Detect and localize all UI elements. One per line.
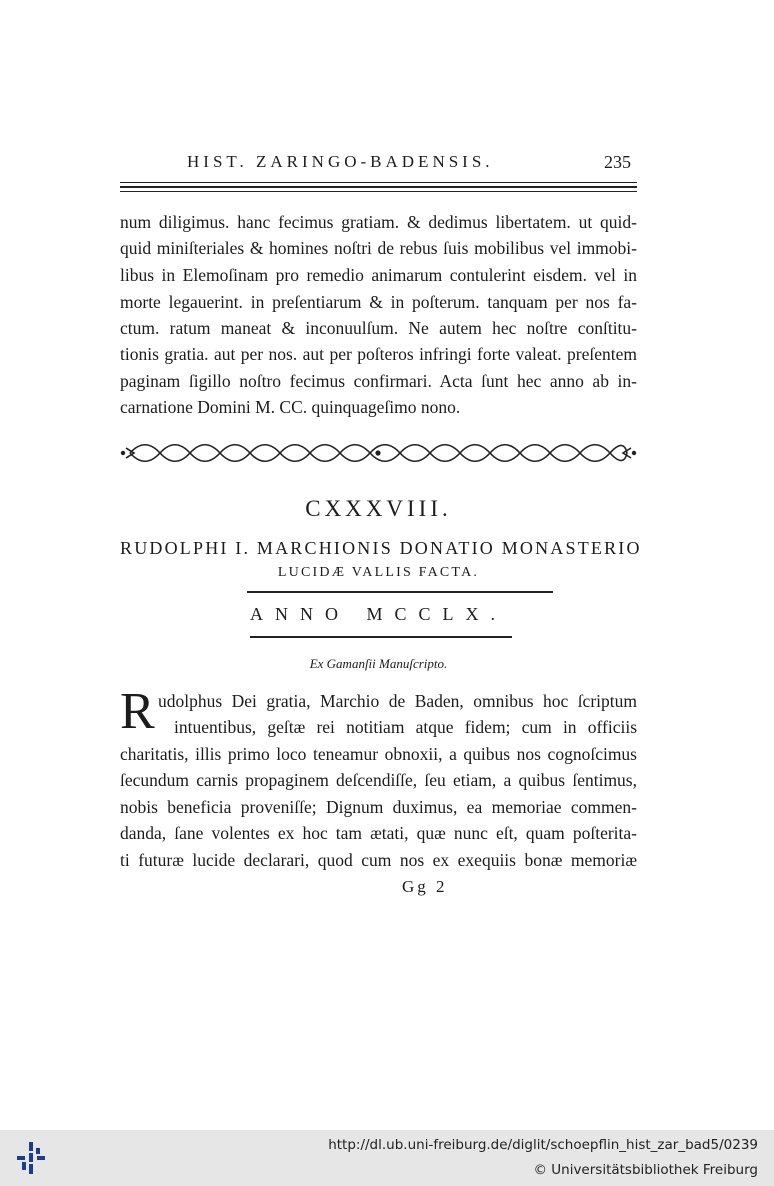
source-note: Ex Gamanſii Manuſcripto. [309,656,448,671]
header-rule-bottom [120,191,637,192]
text-line: quid miniſteriales & homines noſtri de rebus ſuis mobilibus vel immobi- [120,238,637,258]
text-line: num diligimus. hanc fecimus gratiam. & dedimus libertatem. ut quid- [120,212,637,232]
text-line: charitatis, illis primo loco teneamur obnoxii, a quibus nos cognoſcimus [120,744,637,764]
header-rule-top [120,182,637,183]
text-line: nobis beneficia proveniſſe; Dignum duximus, ea memoriae commen- [120,797,637,817]
text-line: udolphus Dei gratia, Marchio de Baden, omnibus hoc ſcriptum [158,691,637,711]
document-year: ANNO MCCLX. [249,604,507,624]
text-line: ti futuræ lucide declarari, quod cum nos ex exequiis bonæ memoriæ [120,850,637,870]
drop-cap: R [120,683,155,740]
text-line: tionis gratia. aut per nos. aut per poſteros infringi forte valeat. preſentem [120,344,637,364]
document-url-link[interactable]: http://dl.ub.uni-freiburg.de/diglit/schoepflin_hist_zar_bad5/0239 [328,1137,758,1153]
year-rule [250,636,512,638]
running-title: HIST. ZARINGO-BADENSIS. [187,152,494,171]
text-line: intuentibus, geſtæ rei notitiam atque fidem; cum in officiis [174,717,637,737]
document-subtitle: LUCIDÆ VALLIS FACTA. [277,565,480,580]
document-title: RUDOLPHI I. MARCHIONIS DONATIO MONASTERIO [120,538,642,558]
text-line: carnatione Domini M. CC. quinquageſimo nono. [120,397,461,417]
title-rule [247,591,553,593]
text-line: morte legauerint. in preſentiarum & in poſterum. tanquam per nos fa- [120,292,637,312]
text-line: libus in Elemoſinam pro remedio animarum contulerint eisdem. vel in [120,265,637,285]
text-line: ctum. ratum maneat & inconuulſum. Ne autem hec noſtre conſtitu- [120,318,637,338]
signature-mark: Gg 2 [402,877,448,896]
document-number: CXXXVIII. [305,496,452,521]
page-number: 235 [604,152,631,172]
copyright-notice: © Universitätsbibliothek Freiburg [533,1162,758,1178]
text-line: danda, ſane volentes ex hoc tam ætati, quæ nunc eſt, quam poſterita- [120,823,637,843]
ub-freiburg-logo-icon[interactable] [14,1140,48,1176]
text-line: ſecundum carnis propaginem deſcendiſſe, ſeu etiam, a quibus ſentimus, [120,770,637,790]
header-rule-middle [120,186,637,188]
braided-ornament-divider [120,440,637,466]
text-line: paginam ſigillo noſtro fecimus confirmari. Acta ſunt hec anno ab in- [120,371,637,391]
